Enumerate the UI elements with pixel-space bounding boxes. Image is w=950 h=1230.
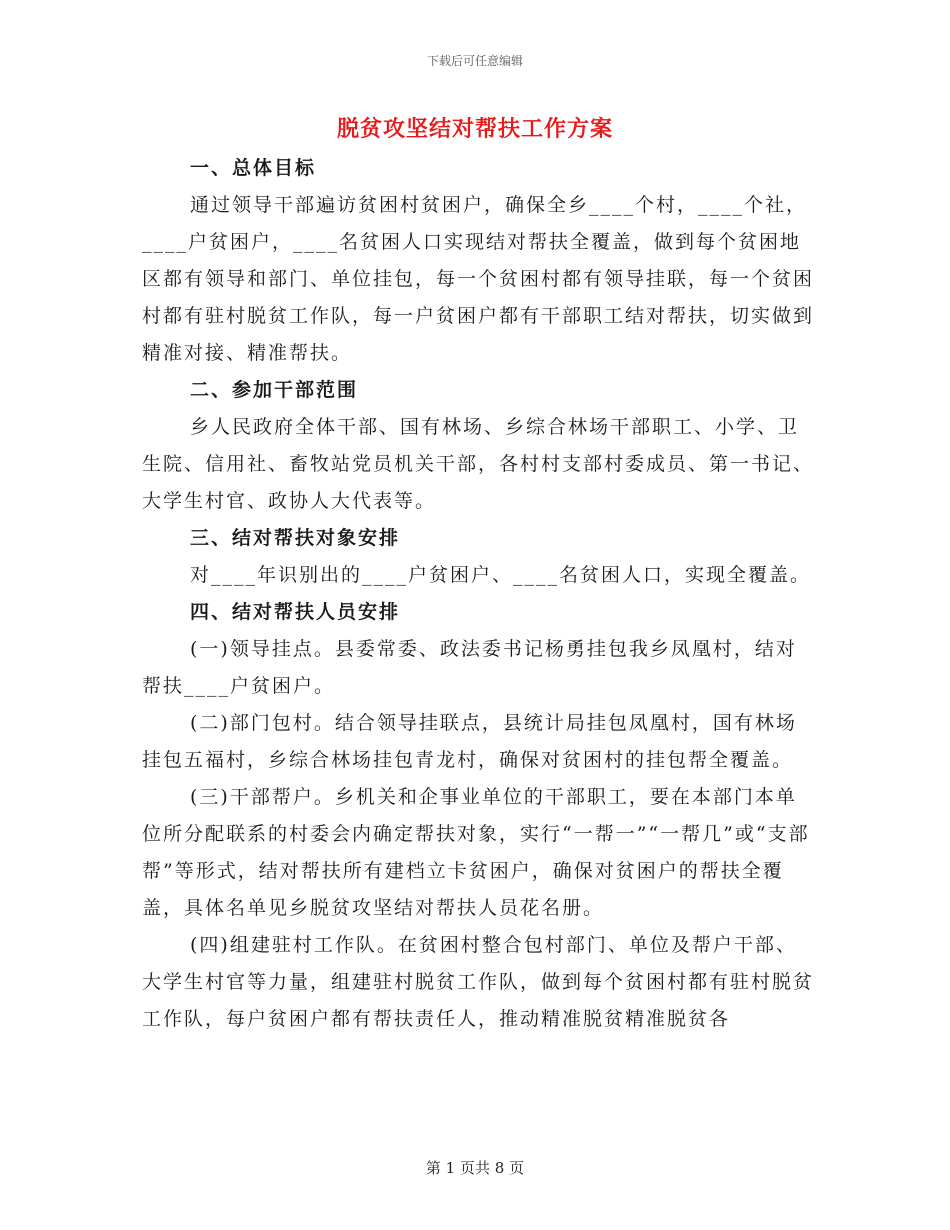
section-4: [142, 594, 814, 1038]
section-heading: 二、参加干部范围: [190, 379, 359, 401]
paragraph: (二)部门包村。结合领导挂联点，县统计局挂包凤凰村，国有林场挂包五福村，乡综合林场挂包青龙村，确保对贫困村的挂包帮全覆盖。: [142, 712, 797, 771]
paragraph: 乡人民政府全体干部、国有林场、乡综合林场干部职工、小学、卫生院、信用社、畜牧站党员机关干部，各村村支部村委成员、第一书记、大学生村官、政协人大代表等。: [142, 416, 815, 512]
paragraph: (一)领导挂点。县委常委、政法委书记杨勇挂包我乡凤凰村，结对帮扶____户贫困户。: [142, 638, 797, 697]
section-heading: 三、结对帮扶对象安排: [190, 527, 401, 549]
page-number: 第 1 页共 8 页: [425, 1159, 525, 1177]
section-1: [142, 150, 814, 372]
paragraph: 通过领导干部遍访贫困村贫困户，确保全乡____个村，____个社，____户贫困户，____名贫困人口实现结对帮扶全覆盖，做到每个贫困地区都有领导和部门、单位挂包，每一个贫困村都有领导挂联，每一个贫困村都有驻村脱贫工作队，每一户贫困户都有干部职工结对帮扶，切实做到精准对接、精准帮扶。: [142, 194, 815, 364]
document-title: 脱贫攻坚结对帮扶工作方案: [336, 116, 613, 142]
page-header: 下载后可任意编辑: [426, 54, 523, 68]
paragraph: (四)组建驻村工作队。在贫困村整合包村部门、单位及帮户干部、大学生村官等力量，组建驻村脱贫工作队，做到每个贫困村都有驻村脱贫工作队，每户贫困户都有帮扶责任人，推动精准脱贫精准脱贫各: [142, 934, 815, 1030]
paragraph: (三)干部帮户。乡机关和企事业单位的干部职工，要在本部门本单位所分配联系的村委会内确定帮扶对象，实行“一帮一”“一帮几”或“支部帮”等形式，结对帮扶所有建档立卡贫困户，确保对贫困户的帮扶全覆盖，具体名单见乡脱贫攻坚结对帮扶人员花名册。: [142, 786, 810, 919]
document-body: [142, 150, 814, 1038]
section-heading: 四、结对帮扶人员安排: [190, 601, 401, 623]
section-3: [142, 520, 814, 594]
paragraph: 对____年识别出的____户贫困户、____名贫困人口，实现全覆盖。: [190, 564, 812, 586]
section-2: [142, 372, 814, 520]
section-heading: 一、总体目标: [190, 157, 317, 179]
